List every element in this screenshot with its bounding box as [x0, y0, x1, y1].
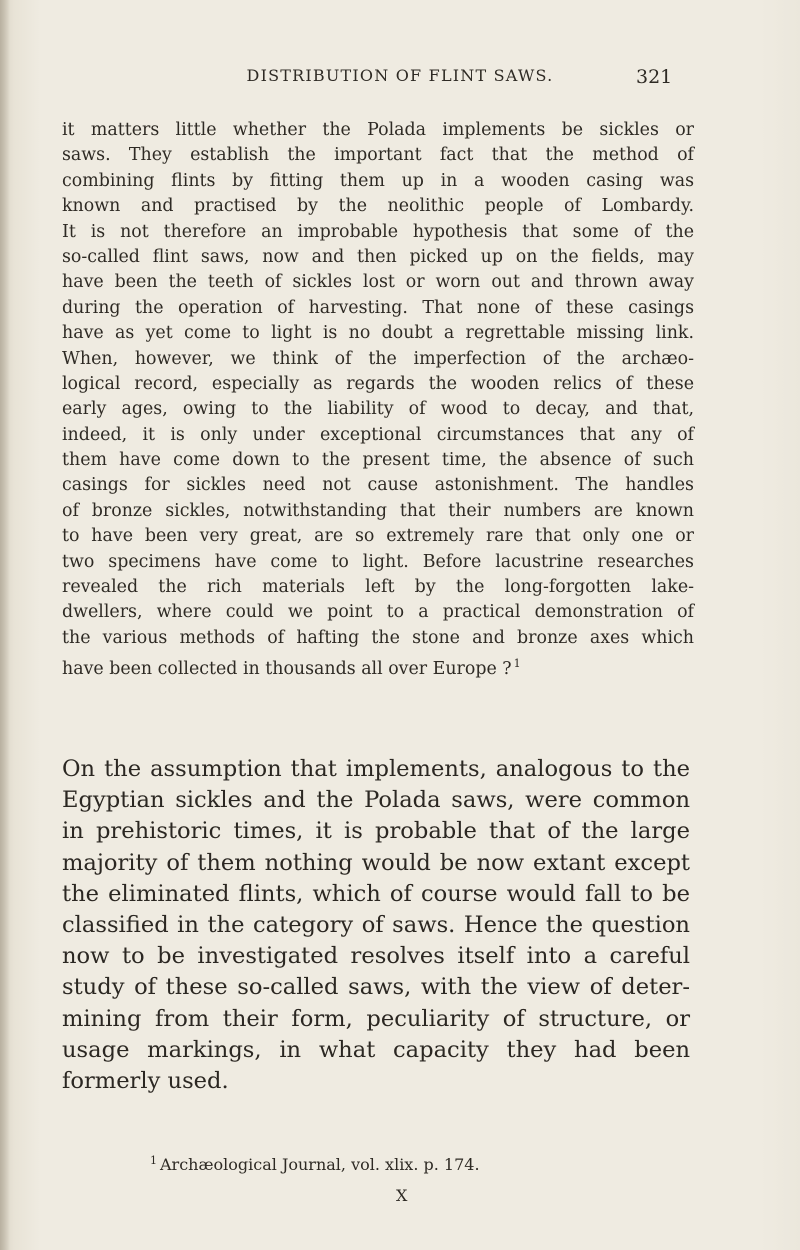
text-line: in prehistoric times, it is probable that of the large [62, 818, 690, 845]
text-line: it matters little whether the Polada implements be sickles or [62, 120, 694, 140]
text-line: mining from their form, peculiarity of structure, or [62, 1005, 690, 1032]
text-line: known and practised by the neolithic people of Lombardy. [62, 196, 694, 217]
text-line: On the assumption that implements, analogous to the [62, 756, 690, 782]
text-line: It is not therefore an improbable hypothesis that some of the [62, 221, 694, 242]
text-line: two specimens have come to light. Before lacustrine researches [62, 551, 694, 572]
footnote-reference: 1 [513, 657, 521, 671]
text-line: the eliminated flints, which of course would fall to be [62, 880, 690, 907]
text-line-content: have been collected in thousands all over Europe ? [62, 659, 512, 680]
text-line: classified in the category of saws. Hence the question [62, 911, 690, 938]
text-line: saws. They establish the important fact that the method of [62, 145, 694, 166]
text-line: have as yet come to light is no doubt a regrettable missing link. [62, 323, 694, 344]
text-line: early ages, owing to the liability of wood to decay, and that, [62, 399, 694, 420]
text-line: revealed the rich materials left by the long-forgotten lake- [62, 577, 694, 598]
paragraph-small-print [62, 118, 694, 680]
footnote-marker: 1 [150, 1154, 157, 1167]
footnote [150, 1154, 480, 1174]
text-line: have been the teeth of sickles lost or worn out and thrown away [62, 272, 694, 293]
signature-mark: X [396, 1186, 408, 1205]
page-number: 321 [636, 66, 673, 88]
text-line: dwellers, where could we point to a practical demonstration of [62, 602, 694, 623]
text-line: to have been very great, are so extremely rare that only one or [62, 526, 694, 547]
paragraph-large-print [62, 754, 690, 1097]
text-line: so-called flint saws, now and then picked up on the fields, may [62, 246, 694, 267]
text-line: during the operation of harvesting. That none of these casings [62, 297, 694, 318]
text-line: Egyptian sickles and the Polada saws, were common [62, 787, 690, 814]
footnote-text: Archæological Journal, vol. xlix. p. 174. [160, 1155, 480, 1174]
text-line: formerly used. [62, 1067, 229, 1094]
text-line: the various methods of hafting the stone and bronze axes which [62, 627, 694, 648]
text-line-last [62, 651, 694, 680]
text-line: majority of them nothing would be now extant except [62, 849, 690, 876]
running-header: DISTRIBUTION OF FLINT SAWS. [246, 66, 554, 85]
text-line: When, however, we think of the imperfection of the archæo- [62, 348, 694, 369]
text-line: usage markings, in what capacity they had been [62, 1036, 690, 1063]
text-line: now to be investigated resolves itself into a careful [62, 943, 690, 970]
binding-gutter [0, 0, 10, 1250]
text-line: of bronze sickles, notwithstanding that their numbers are known [62, 500, 694, 521]
text-line: combining flints by fitting them up in a wooden casing was [62, 170, 694, 191]
text-line: them have come down to the present time, the absence of such [62, 450, 694, 471]
text-line: casings for sickles need not cause astonishment. The handles [62, 475, 694, 496]
text-line: study of these so-called saws, with the view of deter- [62, 974, 690, 1001]
text-line: indeed, it is only under exceptional circumstances that any of [62, 424, 694, 445]
text-line: logical record, especially as regards the wooden relics of these [62, 373, 694, 394]
